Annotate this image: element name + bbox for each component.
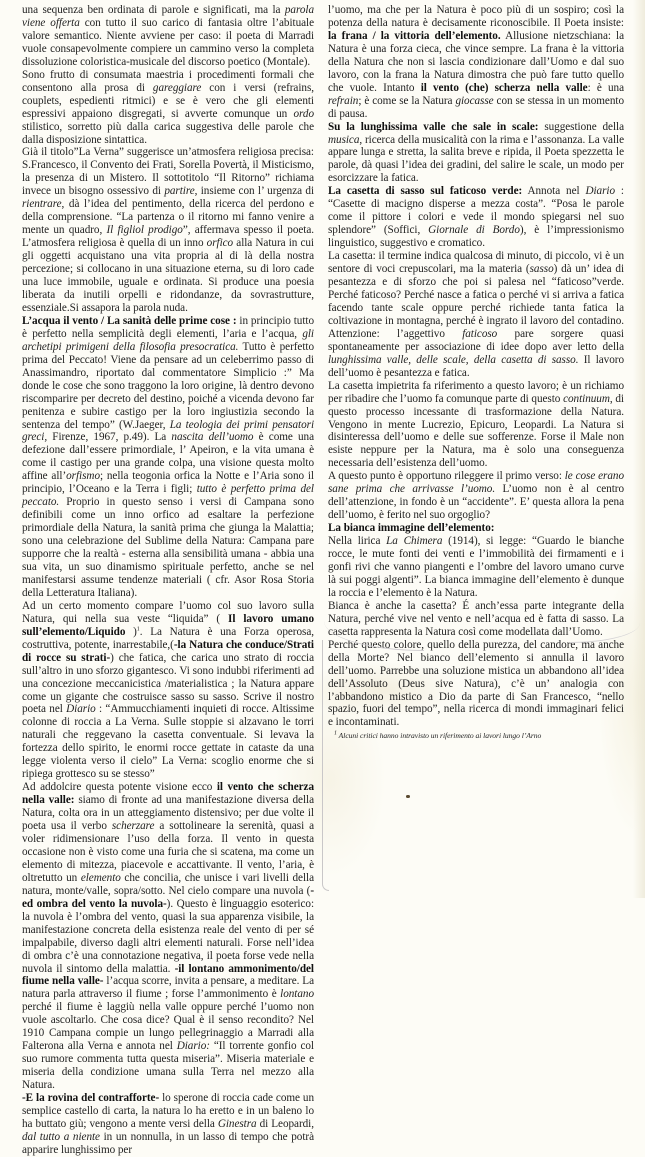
emphasis-text: dal tutto a niente	[22, 1130, 100, 1143]
emphasis-text: gli archetipi primigeni della filosofia presocratica.	[22, 327, 314, 353]
body-text: ), è l’impressionismo linguistico, suggestivo e cromatico.	[328, 224, 624, 250]
body-text: ) dà un’ idea di pesantezza e di sforzo che poi si palesa nel “faticoso”verde. Perché faticoso? Perché nasce a fatica o perché vi si arriva a fatica facendo tante scale oppure perché richiede tanta fatica la coltivazione in montagna, perché è ingrato il lavoro del contadino. Attenzione: l’aggettivo	[328, 263, 624, 340]
body-text: in principio tutto è perfetto nella semplicità degli elementi, l’aria e l’acqua,	[22, 314, 314, 340]
body-text: ) che fatica, che carica uno strato di roccia sull’altro in uno sforzo gigantesco. Vi sono indubbi riferimenti ad una concezione meccanicistica /materialistica ; la Natura appare come un gigante che costruisce sasso su sasso. Scrive il nostro poeta nel	[22, 651, 314, 716]
body-text: . La Natura è una Forza operosa, costruttiva, potente, inarrestabile,(	[22, 625, 314, 651]
body-text: “Il torrente gonfio col suo rumore commenta tutta questa miseria”. Miseria materiale e miseria della condizione umana sulla Terra nel mezzo alla Natura.	[22, 1040, 314, 1092]
emphasis-text: giocasse	[455, 94, 494, 107]
body-text: con tutto il suo carico di fantasia oltre l’abituale valore semantico. Niente avviene per caso: il poeta di Marradi vuole consapevolmente compiere un cammino verso la completa dissoluzione coloristica-musicale del discorso poetico (Montale).	[22, 16, 314, 68]
body-text: La casetta: il termine indica qualcosa di minuto, di piccolo, vi è un sentore di voci crepuscolari, ma la materia (	[328, 250, 624, 276]
left-column	[22, 4, 314, 1157]
emphasis-text: sasso	[529, 263, 554, 276]
paragraph	[22, 315, 314, 600]
body-text: che concilia, che unisce i vari livelli della natura, monte/valle, sopra/sotto. Nel cielo compare una nuvola (	[22, 871, 314, 897]
emphasis-text: Giornale di Bordo	[428, 224, 520, 237]
body-text: una sequenza ben ordinata di parole e significati, ma la	[22, 4, 285, 16]
section-heading: Il lavoro umano sull’elemento/Liquido	[22, 612, 314, 638]
emphasis-text: elemento	[80, 871, 121, 884]
body-text: Tutto è perfetto prima del Peccato! Viene da pensare ad un celeberrimo passo di Anassimandro, riportato dal commentatore Simplicio :” Ma donde le cose che sono traggono la loro origine, là dentro devono riscomparire per decreto del destino, poiché a vicenda devono far penitenza e subire castigo per la loro ingiustizia secondo la sentenza del tempo” (W.Jaeger,	[22, 340, 314, 431]
body-text: Proprio in questo senso i versi di Campana sono definibili come un inno orfico ad esaltare la perfezione primordiale della Natura, la sanità prima che giunga la Malattia; sono una celebrazione del Sublime della Natura: Campana pare supporre che la realtà - esterna alla sensibilità umana - abbia una sua vita, un suo dinamismo spirituale perfetto, anche se nel manifestarsi assume tendenze materiali ( cfr. Asor Rosa Storia della Letteratura Italiana).	[22, 496, 314, 599]
section-heading: il vento (che) scherza nella valle	[420, 81, 588, 94]
body-text: stilistico, sorretto più dalla carica suggestiva delle parole che dalla disposizione sintattica.	[22, 120, 314, 146]
paragraph	[328, 121, 624, 186]
section-heading: -E la rovina del contrafforte-	[22, 1092, 160, 1105]
footnote	[328, 731, 624, 741]
body-text: Nella lirica	[328, 535, 387, 548]
emphasis-text: continuum	[563, 392, 610, 405]
body-text: con se stessa in un momento di pausa.	[328, 94, 624, 120]
paragraph	[328, 522, 624, 535]
section-heading: La casetta di sasso sul faticoso verde:	[328, 185, 523, 198]
body-text: Firenze, 1967, p.49). La	[47, 431, 172, 444]
paragraph	[328, 185, 624, 250]
paper-fold-edge	[322, 640, 329, 891]
emphasis-text: faticoso	[462, 327, 498, 340]
body-text: : “Casette di macigno disperse a mezza costa”. “Posa le parole come il pittore i colori e vede il mondo spiegarsi nel suo splendore” (Soffici,	[328, 185, 624, 237]
footnote-text: Alcuni critici hanno intravisto un riferimento ai lavori lungo l’Arno	[338, 731, 542, 741]
section-heading: Su la lunghissima valle che sale in scale:	[328, 120, 539, 133]
section-heading: L’acqua il vento / La sanità delle prime cose :	[22, 314, 237, 327]
body-text: , insieme con l’ urgenza di	[194, 185, 314, 198]
emphasis-text: Diario	[585, 185, 616, 198]
body-text: ). Questo è linguaggio esoterico: la nuvola è l’ombra del vento, quasi la sua apparenza visibile, la manifestazione concreta della esistenza reale del vento di per sé impalpabile, diverso dagli altri elementi naturali. Forse nell’idea di ombra c’è una connotazione negativa, il poeta forse vede nella nuvola il sintomo della malattia.	[22, 897, 315, 975]
body-text: ; è come se la Natura	[358, 94, 456, 107]
body-text: L’uomo non è al centro dell’attenzione, in fondo è un “accidente”. E’ questa allora la pena dell’uomo, è ferito nel suo orgoglio?	[328, 483, 625, 522]
body-text: l’uomo, ma che per la Natura è poco più di un sospiro; così la potenza della natura è decisamente riconoscibile. Il Poeta insiste:	[328, 4, 624, 29]
body-text: ; nella teogonia orfica la Notte e l’Aria sono il principio, l’Oceano e la Terra i figli;	[22, 470, 314, 496]
body-text: Ad addolcire questa potente visione ecco	[22, 781, 217, 794]
body-text: Già il titolo”La Verna” suggerisce un’atmosfera religiosa precisa: S.Francesco, il Convento dei Frati, Sorella Povertà, il Misticismo, la presenza di un Mistero. Il sottotitolo “Il Ritorno” richiama invece un bisogno ossessivo di	[22, 146, 314, 198]
paragraph	[22, 69, 314, 147]
paragraph	[328, 470, 624, 522]
paragraph	[328, 639, 624, 730]
body-text: siamo di fronte ad una manifestazione diversa della Natura, colta ora in un atteggiamento distensivo; per due volte il poeta usa il verbo	[22, 794, 314, 833]
body-text: lo sperone di roccia cade come un semplice castello di carta, la natura lo ha eretto e in un baleno lo ha buttato giù; vengono a mente versi della	[22, 1092, 314, 1130]
emphasis-text: rientrare	[22, 198, 62, 211]
body-text: , di questo processo incessante di trasformazione della Natura. Vengono in mente Lucrezio, Epicuro, Leopardi. La Natura si disinteressa dell’uomo e delle sue sofferenze. Forse il Male non esiste neppure per la Natura, ma è solo una conseguenza necessaria dell’esistenza dell’uomo.	[328, 392, 624, 470]
footnote-reference: 1	[136, 626, 140, 633]
paragraph	[22, 146, 314, 314]
body-text: è come una defezione dall’essere primordiale, l’ Apeiron, e la vita umana è come il castigo per una grande colpa, una visione questa molto affine all’	[22, 431, 314, 483]
body-text: : “Ammucchiamenti inquieti di rocce. Altissime colonne di roccia a La Verna. Sulle stoppie si alzavano le torri naturali che reggevano la casetta conventuale. Si levava la fortezza dello spirito, le enormi rocce gettate in cataste da una legge violenta verso il cielo” La Verna: scoglio enorme che si ripiega grottesco su se stesso”	[22, 703, 314, 781]
body-text: suggestione della	[538, 120, 624, 133]
body-text: perché il fiume è laggiù nella valle oppure perché l’uomo non vuole ascoltarlo. Che cosa dice? Qual è il senso recondito? Nel 1910 Campana compie un lungo pellegrinaggio a Marradi alla Falterona alla Verna e annota nel	[22, 1001, 314, 1053]
emphasis-text: Ginestra	[217, 1117, 257, 1130]
body-text: Sono frutto di consumata maestria i procedimenti formali che consentono alla prosa di	[22, 68, 314, 94]
paragraph	[22, 4, 314, 69]
emphasis-text: La teologia dei primi pensatori greci,	[22, 418, 315, 444]
emphasis-text: partire	[164, 185, 195, 198]
body-text: Il lavoro dell’uomo è pesantezza e fatica.	[328, 353, 624, 379]
emphasis-text: orfico	[206, 237, 234, 250]
section-heading: -la Natura che conduce/Strati di rocce su strati-	[22, 638, 314, 664]
page-edge-shadow	[633, 0, 645, 898]
body-text: a sottolineare la serenità, quasi a voler ridimensionare l’uso della forza. Il vento in questa occasione non è visto come una furia che si scatena, ma come un elemento di mitezza, piacevole e accattivante. Il vento, l’aria, è oltretutto un	[22, 820, 315, 884]
body-text: Perché questo colore, quello della purezza, del candore, ma anche della Morte? Nel bianco dell’elemento si annulla il lavoro dell’uomo. Parrebbe una soluzione mistica un abbandono all’idea dell’Assoluto (Deus sive Natura), c’è un’ analogia con l’abbandono mistico a Dio da parte di San Francesco, “nello spazio, fuori del tempo”, nella ricerca di mondi immaginari felici e incontaminati.	[328, 638, 624, 729]
body-text: (1914), si legge: “Guardo le bianche rocce, le mute fonti dei venti e l’immobilità dei firmamenti e i gonfi rivi che vanno piangenti e l’ombre del lavoro umano curve là sui poggi algenti”. La bianca immagine dell’elemento è dunque la roccia e l’elemento è la Natura.	[328, 535, 624, 599]
body-text: di Leopardi,	[256, 1117, 314, 1130]
body-text: Bianca è anche la casetta? É anch’essa parte integrante della Natura, perché vive nel vento e nell’acqua ed è fatta di sasso. La casetta rappresenta la Natura così come modellata dall’Uomo.	[328, 599, 624, 638]
emphasis-text: La Chimera	[386, 535, 443, 548]
paper-stain-edge	[570, 622, 640, 643]
body-text: l’acqua scorre, invita a pensare, a meditare. La natura parla attraverso il fiume ; forse l’ammonimento è	[22, 975, 314, 1001]
section-heading: il vento che scherza nella valle:	[22, 781, 314, 807]
section-heading: -ed ombra del vento la nuvola-	[22, 884, 314, 910]
body-text: )	[125, 625, 137, 638]
paragraph	[22, 781, 314, 1092]
body-text: , dà l’idea del pentimento, della ricerca del perdono e della comprensione. “La partenza o il ritorno mi fanno venire a mente un quadro,	[22, 198, 314, 237]
emphasis-text: ordo	[293, 107, 314, 120]
body-text: Ad un certo momento compare l’uomo col suo lavoro sulla Natura, qui nella sua veste “liquida” (	[22, 599, 314, 625]
paragraph	[22, 1092, 314, 1157]
emphasis-text: Diario:	[176, 1040, 210, 1053]
paragraph	[328, 535, 624, 600]
body-text: alla Natura in cui gli oggetti acquistano una vita propria al di là della nostra percezione; si collocano in una situazione eterna, su di loro cade una luce immobile, uguale e ordinata. Si produce una poesia liberata da inutili orpelli e ridondanze, da sovrastrutture, essenziale.Si assapora la parola nuda.	[22, 237, 314, 314]
body-text: Annota nel	[522, 185, 586, 198]
emphasis-text: musica	[328, 133, 360, 146]
paper-speck	[406, 795, 410, 798]
paragraph	[22, 600, 314, 781]
section-heading: -il lontano ammonimento/del fiume nella valle-	[22, 962, 314, 988]
paragraph	[328, 380, 624, 471]
section-heading: la frana / la vittoria dell’elemento.	[328, 29, 501, 42]
emphasis-text: parola viene offerta	[22, 4, 314, 29]
emphasis-text: scherzare	[111, 820, 155, 833]
paragraph	[328, 4, 624, 121]
emphasis-text: lunghissima valle, delle scale, della casetta di sasso.	[328, 353, 579, 366]
body-text: pare sorgere quasi spontaneamente per associazione di idee dopo aver letto della	[328, 327, 624, 353]
paragraph	[328, 250, 624, 380]
emphasis-text: tutto è perfetto prima del peccato.	[22, 483, 314, 509]
emphasis-text: refrain	[328, 94, 359, 107]
body-text: : è una	[587, 81, 624, 94]
body-text: La casetta impietrita fa riferimento a questo lavoro; è un richiamo per ribadire che l’uomo fa comunque parte di questo	[328, 379, 624, 405]
body-text: in un nonnulla, in un lasso di tempo che potrà apparire lunghissimo per	[22, 1130, 314, 1156]
emphasis-text: lontano	[280, 988, 314, 1001]
body-text: A questo punto è opportuno rileggere il primo verso:	[328, 470, 565, 483]
emphasis-text: nascita dell’uomo	[171, 431, 254, 444]
footnote-marker: 1	[334, 730, 337, 737]
emphasis-text: le cose erano sane prima che arrivasse l’uomo.	[328, 470, 624, 496]
section-heading: La bianca immagine dell’elemento:	[328, 522, 495, 535]
emphasis-text: Diario	[66, 703, 96, 716]
emphasis-text: gareggiare	[152, 81, 202, 94]
body-text: , ricerca della musicalità con la rima e l’assonanza. La valle appare lunga e stretta, la salita breve e ripida, il Poeta spezzetta le parole, dà quasi l’idea dei gradini, del salire le scale, un modo per esorcizzare la fatica.	[328, 133, 624, 185]
body-text: Allusione nietzschiana: la Natura è una forza cieca, che vince sempre. La frana è la vittoria della Natura che non si lascia condizionare dall’Uomo e dal suo lavoro, con la frana la Natura dimostra che può fare tutto quello che vuole. Intanto	[328, 29, 624, 94]
emphasis-text: Il figliol prodigo	[106, 224, 183, 237]
body-text: ”, affermava spesso il poeta. L’atmosfera religiosa è quella di un inno	[22, 224, 314, 250]
body-text: con i versi (refrains, couplets, espedienti ritmici) e se è vero che gli elementi espressivi appaiono disgregati, si avverte comunque un	[22, 81, 314, 120]
emphasis-text: orfismo	[66, 470, 100, 483]
